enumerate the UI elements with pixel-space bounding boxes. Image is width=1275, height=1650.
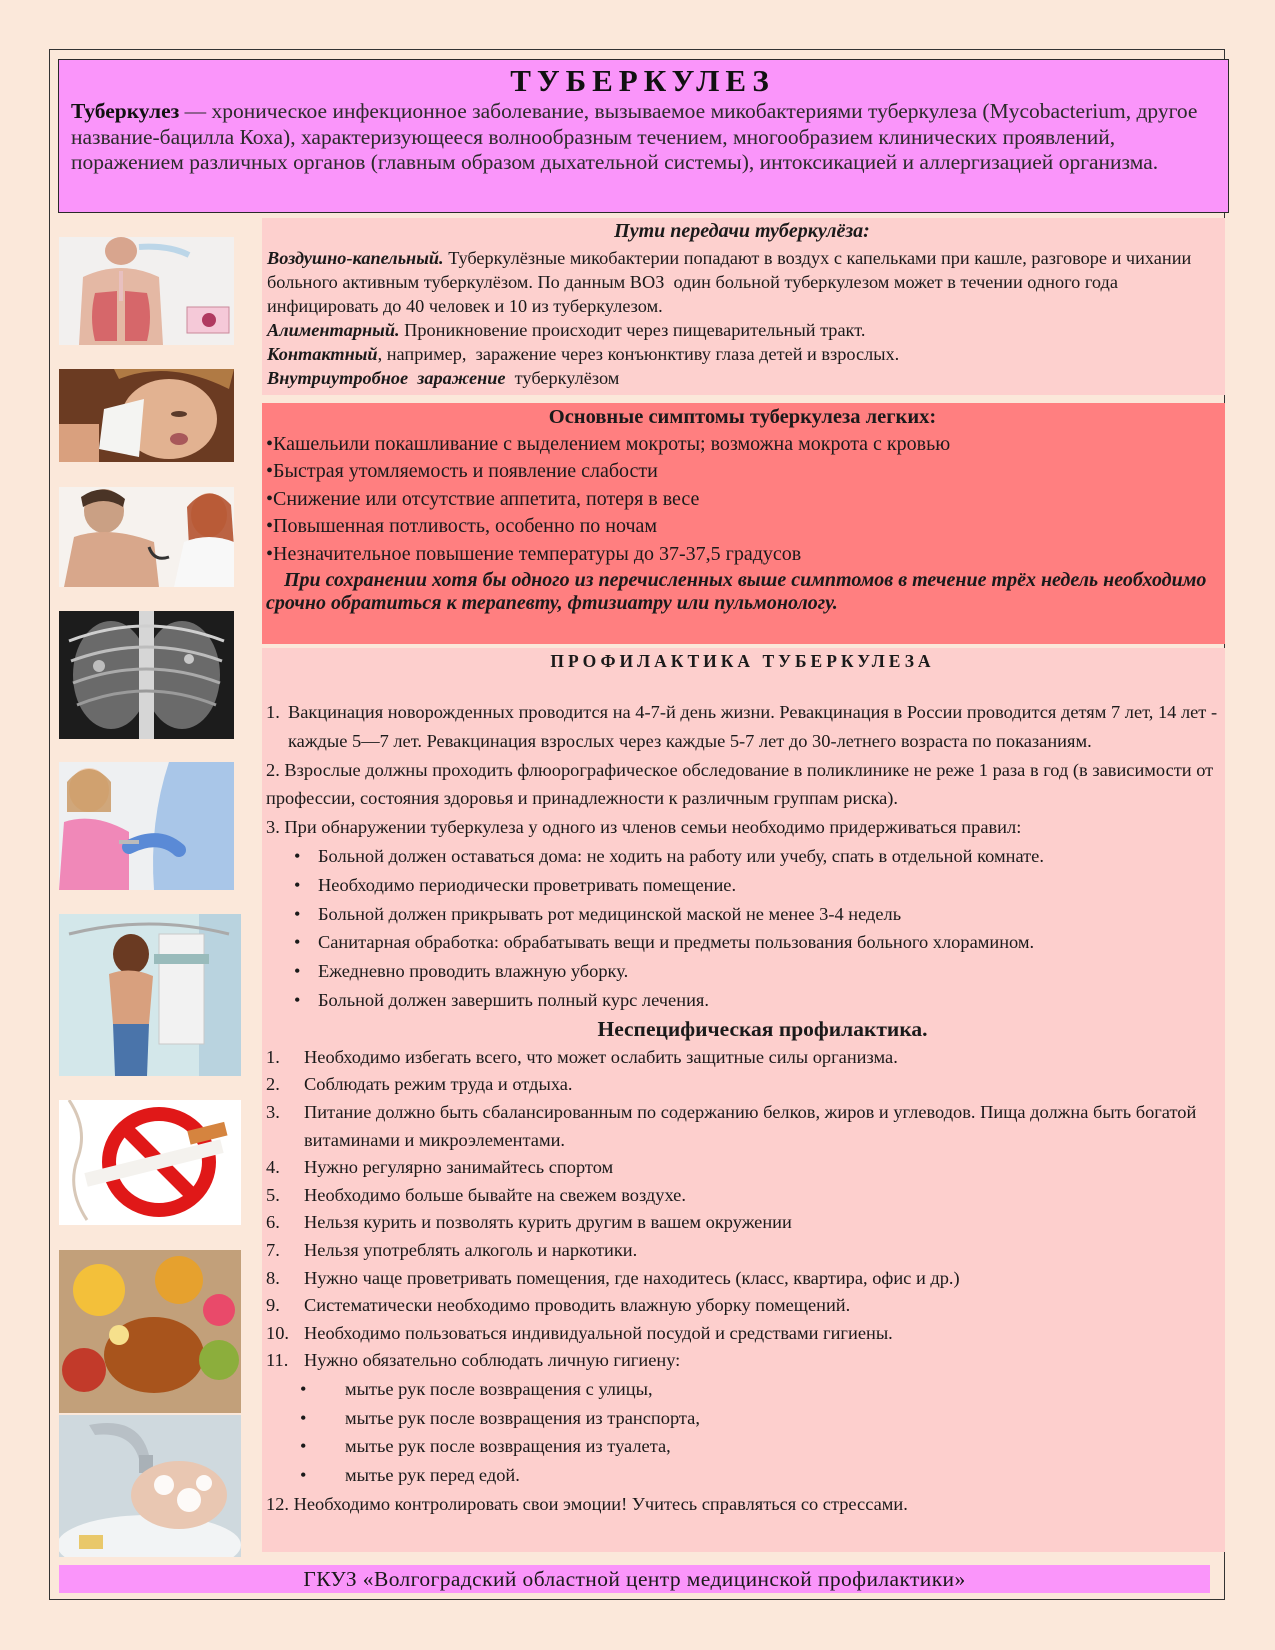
nonspecific-item [266,1154,1219,1182]
item-text: Необходимо пользоваться индивидуальной посудой и средствами гигиены. [304,1322,893,1343]
header-box [58,59,1229,213]
item-text: Нужно регулярно занимайтесь спортом [304,1157,614,1178]
no-smoking-icon [59,1100,241,1225]
rule-item [266,871,1219,900]
symptom-item [266,513,1219,540]
route-text: Туберкулёзные микобактерии попадают в воздух с капельками при кашле, разговоре и чихании больного активным туберкулёзом. По данным ВОЗ один больной туберкулезом может в течении одного года инфицировать до 40 человек и 10 из туберкулезом. [267,248,1196,316]
bullet-icon: • [294,845,301,866]
item-text: Нельзя употреблять алкоголь и наркотики. [304,1239,638,1260]
rule-text: Ежедневно проводить влажную уборку. [318,961,629,982]
item-number: 8. [266,1267,280,1288]
coughing-woman-image [59,369,234,462]
hygiene-text: мытье рук после возвращения из туалета, [345,1436,671,1457]
page-title: ТУБЕРКУЛЕЗ [510,63,775,98]
route-term: Внутриутробное заражение [267,368,506,388]
handwashing-image [59,1415,241,1557]
item-text: Необходимо больше бывайте на свежем воздухе. [304,1184,686,1205]
bullet-icon: • [266,542,274,565]
routes-title: Пути передачи туберкулёза: [614,220,870,242]
symptoms-warning: При сохранении хотя бы одного из перечисленных выше симптомов в течение трёх недель необходимо срочно обратиться к терапевту, фтизиатру или пульмонологу. [266,569,1207,615]
symptom-text: Быстрая утомляемость и появление слабости [273,460,658,483]
prevention-item [266,698,1219,756]
item-text: Вакцинация новорожденных проводится на 4-7-й день жизни. Ревакцинация в России проводится детям 7 лет, 14 лет - каждые 5—7 лет. Ревакцинация взрослых через каждые 5-7 лет до 30-летнего возраста по показаниям. [288,702,1218,751]
bullet-icon: • [294,903,301,924]
nonspecific-final-item: 12. Необходимо контролировать свои эмоции! Учитесь справляться со стрессами. [266,1494,908,1515]
hygiene-text: мытье рук перед едой. [345,1465,520,1486]
item-text: Соблюдать режим труда и отдыха. [304,1074,573,1095]
item-number: 6. [266,1212,280,1233]
bullet-icon: • [266,487,274,510]
symptom-item [266,541,1219,568]
bullet-icon: • [266,433,274,455]
nonspecific-item [266,1182,1219,1210]
route-term: Алиментарный. [267,320,400,340]
bullet-icon: • [294,932,301,953]
route-item [267,342,1217,366]
symptoms-title: Основные симптомы туберкулеза легких: [548,406,937,428]
route-item [267,318,1217,342]
route-term: Воздушно-капельный. [267,248,444,268]
nonspecific-item [266,1292,1219,1320]
route-term: Контактный [267,344,378,364]
child-vaccination-image [59,762,234,890]
route-item [267,246,1217,318]
route-text: , например, заражение через конъюнктиву глаза детей и взрослых. [377,344,900,364]
bullet-icon: • [300,1378,307,1399]
rule-text: Необходимо периодически проветривать помещение. [318,874,737,895]
hygiene-item [266,1375,1219,1404]
item-number: 10. [266,1322,289,1343]
symptoms-section [262,403,1225,644]
prevention-title: ПРОФИЛАКТИКА ТУБЕРКУЛЕЗА [550,651,935,671]
item-number: 1. [266,1046,280,1067]
intro-text: — хроническое инфекционное заболевание, вызываемое микобактериями туберкулеза (Mycobacterium, другое название-бацилла Коха), характеризующееся волнообразным течением, многообразием клинических проявлений, поражением различных органов (главным образом дыхательной системы), интоксикацией и аллергизацией организма. [71,99,1198,174]
item-number: 7. [266,1239,280,1260]
item-text: Нужно обязательно соблюдать личную гигиену: [304,1350,681,1371]
prevention-item: 2. Взрослые должны проходить флюорографическое обследование в поликлинике не реже 1 раза в год (в зависимости от профессии, состояния здоровья и принадлежности к различным группам риска). [266,759,1214,809]
bullet-icon: • [266,460,274,483]
rule-text: Санитарная обработка: обрабатывать вещи и предметы пользования больного хлорамином. [318,932,1035,953]
nonspecific-item [266,1071,1219,1099]
bullet-icon: • [300,1465,307,1486]
rule-text: Больной должен прикрывать рот медицинской маской не менее 3-4 недель [318,903,902,924]
rule-item [266,928,1219,957]
nonspecific-title: Неспецифическая профилактика. [597,1016,928,1041]
prevention-item: 3. При обнаружении туберкулеза у одного из членов семьи необходимо придерживаться правил: [266,817,1022,838]
nonspecific-item [266,1265,1219,1293]
route-text: Проникновение происходит через пищеварительный тракт. [399,320,866,340]
route-item [267,366,1217,390]
symptom-text: Кашельили покашливание с выделением мокроты; возможна мокрота с кровью [273,433,951,455]
nonspecific-item [266,1044,1219,1072]
item-text: Необходимо избегать всего, что может ослабить защитные силы организма. [304,1046,898,1067]
item-text: Нельзя курить и позволять курить другим в вашем окружении [304,1212,792,1233]
bullet-icon: • [300,1407,307,1428]
rule-text: Больной должен завершить полный курс лечения. [318,989,709,1010]
item-number: 4. [266,1157,280,1178]
item-text: Нужно чаще проветривать помещения, где находитесь (класс, квартира, офис и др.) [304,1267,960,1288]
item-text: Систематически необходимо проводить влажную уборку помещений. [304,1295,851,1316]
lungs-transmission-image [59,237,234,345]
transmission-routes-section [262,218,1225,395]
symptom-item [266,458,1219,485]
healthy-food-image [59,1250,241,1413]
nonspecific-item [266,1237,1219,1265]
hygiene-text: мытье рук после возвращения из транспорта, [345,1407,700,1428]
symptom-text: Снижение или отсутствие аппетита, потеря в весе [273,487,700,510]
bullet-icon: • [300,1436,307,1457]
footer-organization: ГКУЗ «Волгоградский областной центр медицинской профилактики» [59,1565,1210,1593]
bullet-icon: • [294,961,301,982]
item-number: 3. [266,1101,280,1122]
nonspecific-item [266,1209,1219,1237]
item-number: 11. [266,1350,289,1371]
rule-text: Больной должен оставаться дома: не ходить на работу или учебу, спать в отдельной комнате. [318,845,1044,866]
hygiene-text: мытье рук после возвращения с улицы, [345,1378,653,1399]
bullet-icon: • [294,874,301,895]
hygiene-item [266,1432,1219,1461]
prevention-section [262,648,1225,1552]
item-number: 9. [266,1295,280,1316]
rule-item [266,986,1219,1015]
item-number: 1. [266,702,280,722]
rule-item [266,842,1219,871]
rule-item [266,957,1219,986]
intro-paragraph [71,99,1214,176]
hygiene-item [266,1404,1219,1433]
item-number: 2. [266,1074,280,1095]
route-text: туберкулёзом [505,368,620,388]
fluorography-room-image [59,914,241,1076]
nonspecific-item [266,1347,1219,1375]
bullet-icon: • [266,515,274,538]
symptom-item [266,486,1219,513]
intro-term: Туберкулез [71,99,180,123]
nonspecific-item [266,1320,1219,1348]
item-number: 5. [266,1184,280,1205]
rule-item [266,900,1219,929]
symptom-item [266,431,1219,458]
symptom-text: Незначительное повышение температуры до 37-37,5 градусов [273,542,802,565]
doctor-examining-patient-image [59,487,234,587]
nonspecific-item [266,1099,1219,1154]
item-text: Питание должно быть сбалансированным по содержанию белков, жиров и углеводов. Пища должна быть богатой витаминами и микроэлементами. [304,1101,1197,1150]
chest-xray-image [59,611,234,739]
bullet-icon: • [294,989,301,1010]
hygiene-item [266,1461,1219,1490]
symptom-text: Повышенная потливость, особенно по ночам [273,515,658,538]
